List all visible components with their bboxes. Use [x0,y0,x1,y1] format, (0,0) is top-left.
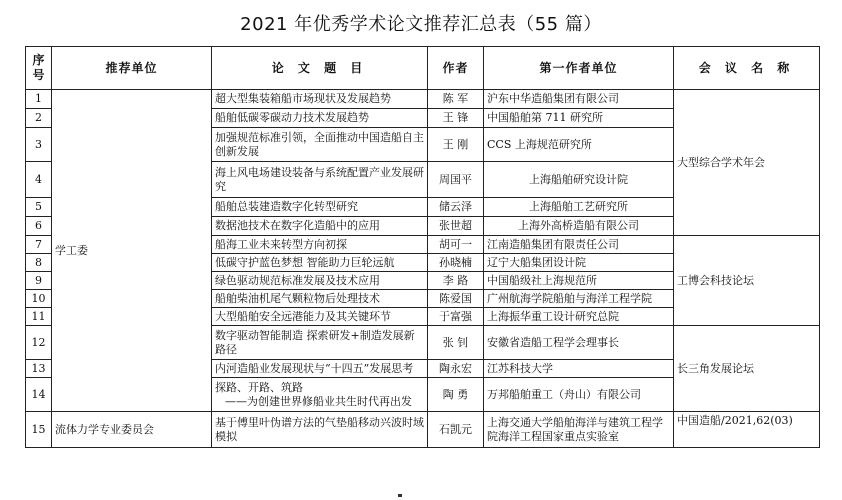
header-meeting: 会 议 名 称 [674,47,820,90]
row-affiliation: 广州航海学院船舶与海洋工程学院 [484,290,674,308]
row-seq: 15 [26,412,52,448]
row-author: 陶 勇 [428,378,484,412]
row-title: 海上风电场建设装备与系统配置产业发展研究 [212,162,428,198]
row-seq: 12 [26,326,52,360]
header-paper: 论 文 题 目 [212,47,428,90]
row-affiliation: 上海交通大学船舶海洋与建筑工程学院海洋工程国家重点实验室 [484,412,674,448]
row-seq: 6 [26,217,52,236]
row-title: 绿色驱动规范标准发展及技术应用 [212,272,428,290]
row-title: 基于傅里叶伪谱方法的气垫船移动兴波时域模拟 [212,412,428,448]
row-title: 大型船舶安全远港能力及其关键环节 [212,308,428,326]
row-title: 内河造船业发展现状与“十四五”发展思考 [212,360,428,378]
row-seq: 9 [26,272,52,290]
row-author: 储云泽 [428,198,484,217]
row-title: 低碳守护蓝色梦想 智能助力巨轮远航 [212,254,428,272]
row-author: 王 锋 [428,109,484,128]
row-seq: 3 [26,128,52,162]
row-author: 孙晓楠 [428,254,484,272]
row-author: 陈 军 [428,90,484,109]
header-seq: 序号 [26,47,52,90]
page-mark [398,494,402,497]
meeting-cell: 中国造船/2021,62(03) [674,412,820,448]
row-affiliation: 辽宁大船集团设计院 [484,254,674,272]
row-affiliation: 中国船舶第 711 研究所 [484,109,674,128]
paper-summary-table [25,46,820,448]
row-title: 船海工业未来转型方向初探 [212,236,428,254]
row-seq: 10 [26,290,52,308]
row-author: 陶永宏 [428,360,484,378]
row-seq: 13 [26,360,52,378]
row-seq: 7 [26,236,52,254]
row-title: 数字驱动智能制造 探索研发+制造发展新路径 [212,326,428,360]
unit-cell: 流体力学专业委员会 [52,412,212,448]
row-author: 张 钊 [428,326,484,360]
meeting-cell: 工博会科技论坛 [674,236,820,326]
row-seq: 8 [26,254,52,272]
row-seq: 11 [26,308,52,326]
table-row [26,412,820,448]
row-author: 李 路 [428,272,484,290]
row-seq: 1 [26,90,52,109]
row-title: 超大型集装箱船市场现状及发展趋势 [212,90,428,109]
row-affiliation: 江苏科技大学 [484,360,674,378]
row-title: 船舶总装建造数字化转型研究 [212,198,428,217]
row-author: 张世超 [428,217,484,236]
row-subtitle: ——为创建世界修船业共生时代再出发 [225,394,412,408]
row-title: 探路、开路、筑路 [215,380,303,394]
row-title: 船舶低碳零碳动力技术发展趋势 [212,109,428,128]
row-seq: 5 [26,198,52,217]
row-title-cell [212,378,428,412]
row-author: 陈爱国 [428,290,484,308]
row-affiliation: 沪东中华造船集团有限公司 [484,90,674,109]
row-affiliation: 上海振华重工设计研究总院 [484,308,674,326]
row-seq: 14 [26,378,52,412]
row-title: 加强规范标准引领，全面推动中国造船自主创新发展 [212,128,428,162]
header-affiliation: 第一作者单位 [484,47,674,90]
row-affiliation: CCS 上海规范研究所 [484,128,674,162]
page-title: 2021 年优秀学术论文推荐汇总表（55 篇） [240,14,602,35]
row-affiliation: 江南造船集团有限责任公司 [484,236,674,254]
row-title: 数据池技术在数字化造船中的应用 [212,217,428,236]
table-row [26,90,820,109]
header-author: 作者 [428,47,484,90]
header-unit: 推荐单位 [52,47,212,90]
row-seq: 2 [26,109,52,128]
row-affiliation: 万邦船舶重工（舟山）有限公司 [484,378,674,412]
meeting-cell: 大型综合学术年会 [674,90,820,236]
row-affiliation: 中国船级社上海规范所 [484,272,674,290]
row-affiliation: 上海外高桥造船有限公司 [484,217,674,236]
row-author: 胡可一 [428,236,484,254]
row-author: 周国平 [428,162,484,198]
row-affiliation: 上海船舶研究设计院 [484,162,674,198]
row-affiliation: 安徽省造船工程学会理事长 [484,326,674,360]
row-title: 船舶柴油机尾气颗粒物后处理技术 [212,290,428,308]
header-row [26,47,820,90]
row-author: 王 刚 [428,128,484,162]
row-author: 于富强 [428,308,484,326]
row-affiliation: 上海船舶工艺研究所 [484,198,674,217]
row-author: 石凯元 [428,412,484,448]
meeting-cell: 长三角发展论坛 [674,326,820,412]
row-seq: 4 [26,162,52,198]
unit-cell: 学工委 [52,90,212,412]
